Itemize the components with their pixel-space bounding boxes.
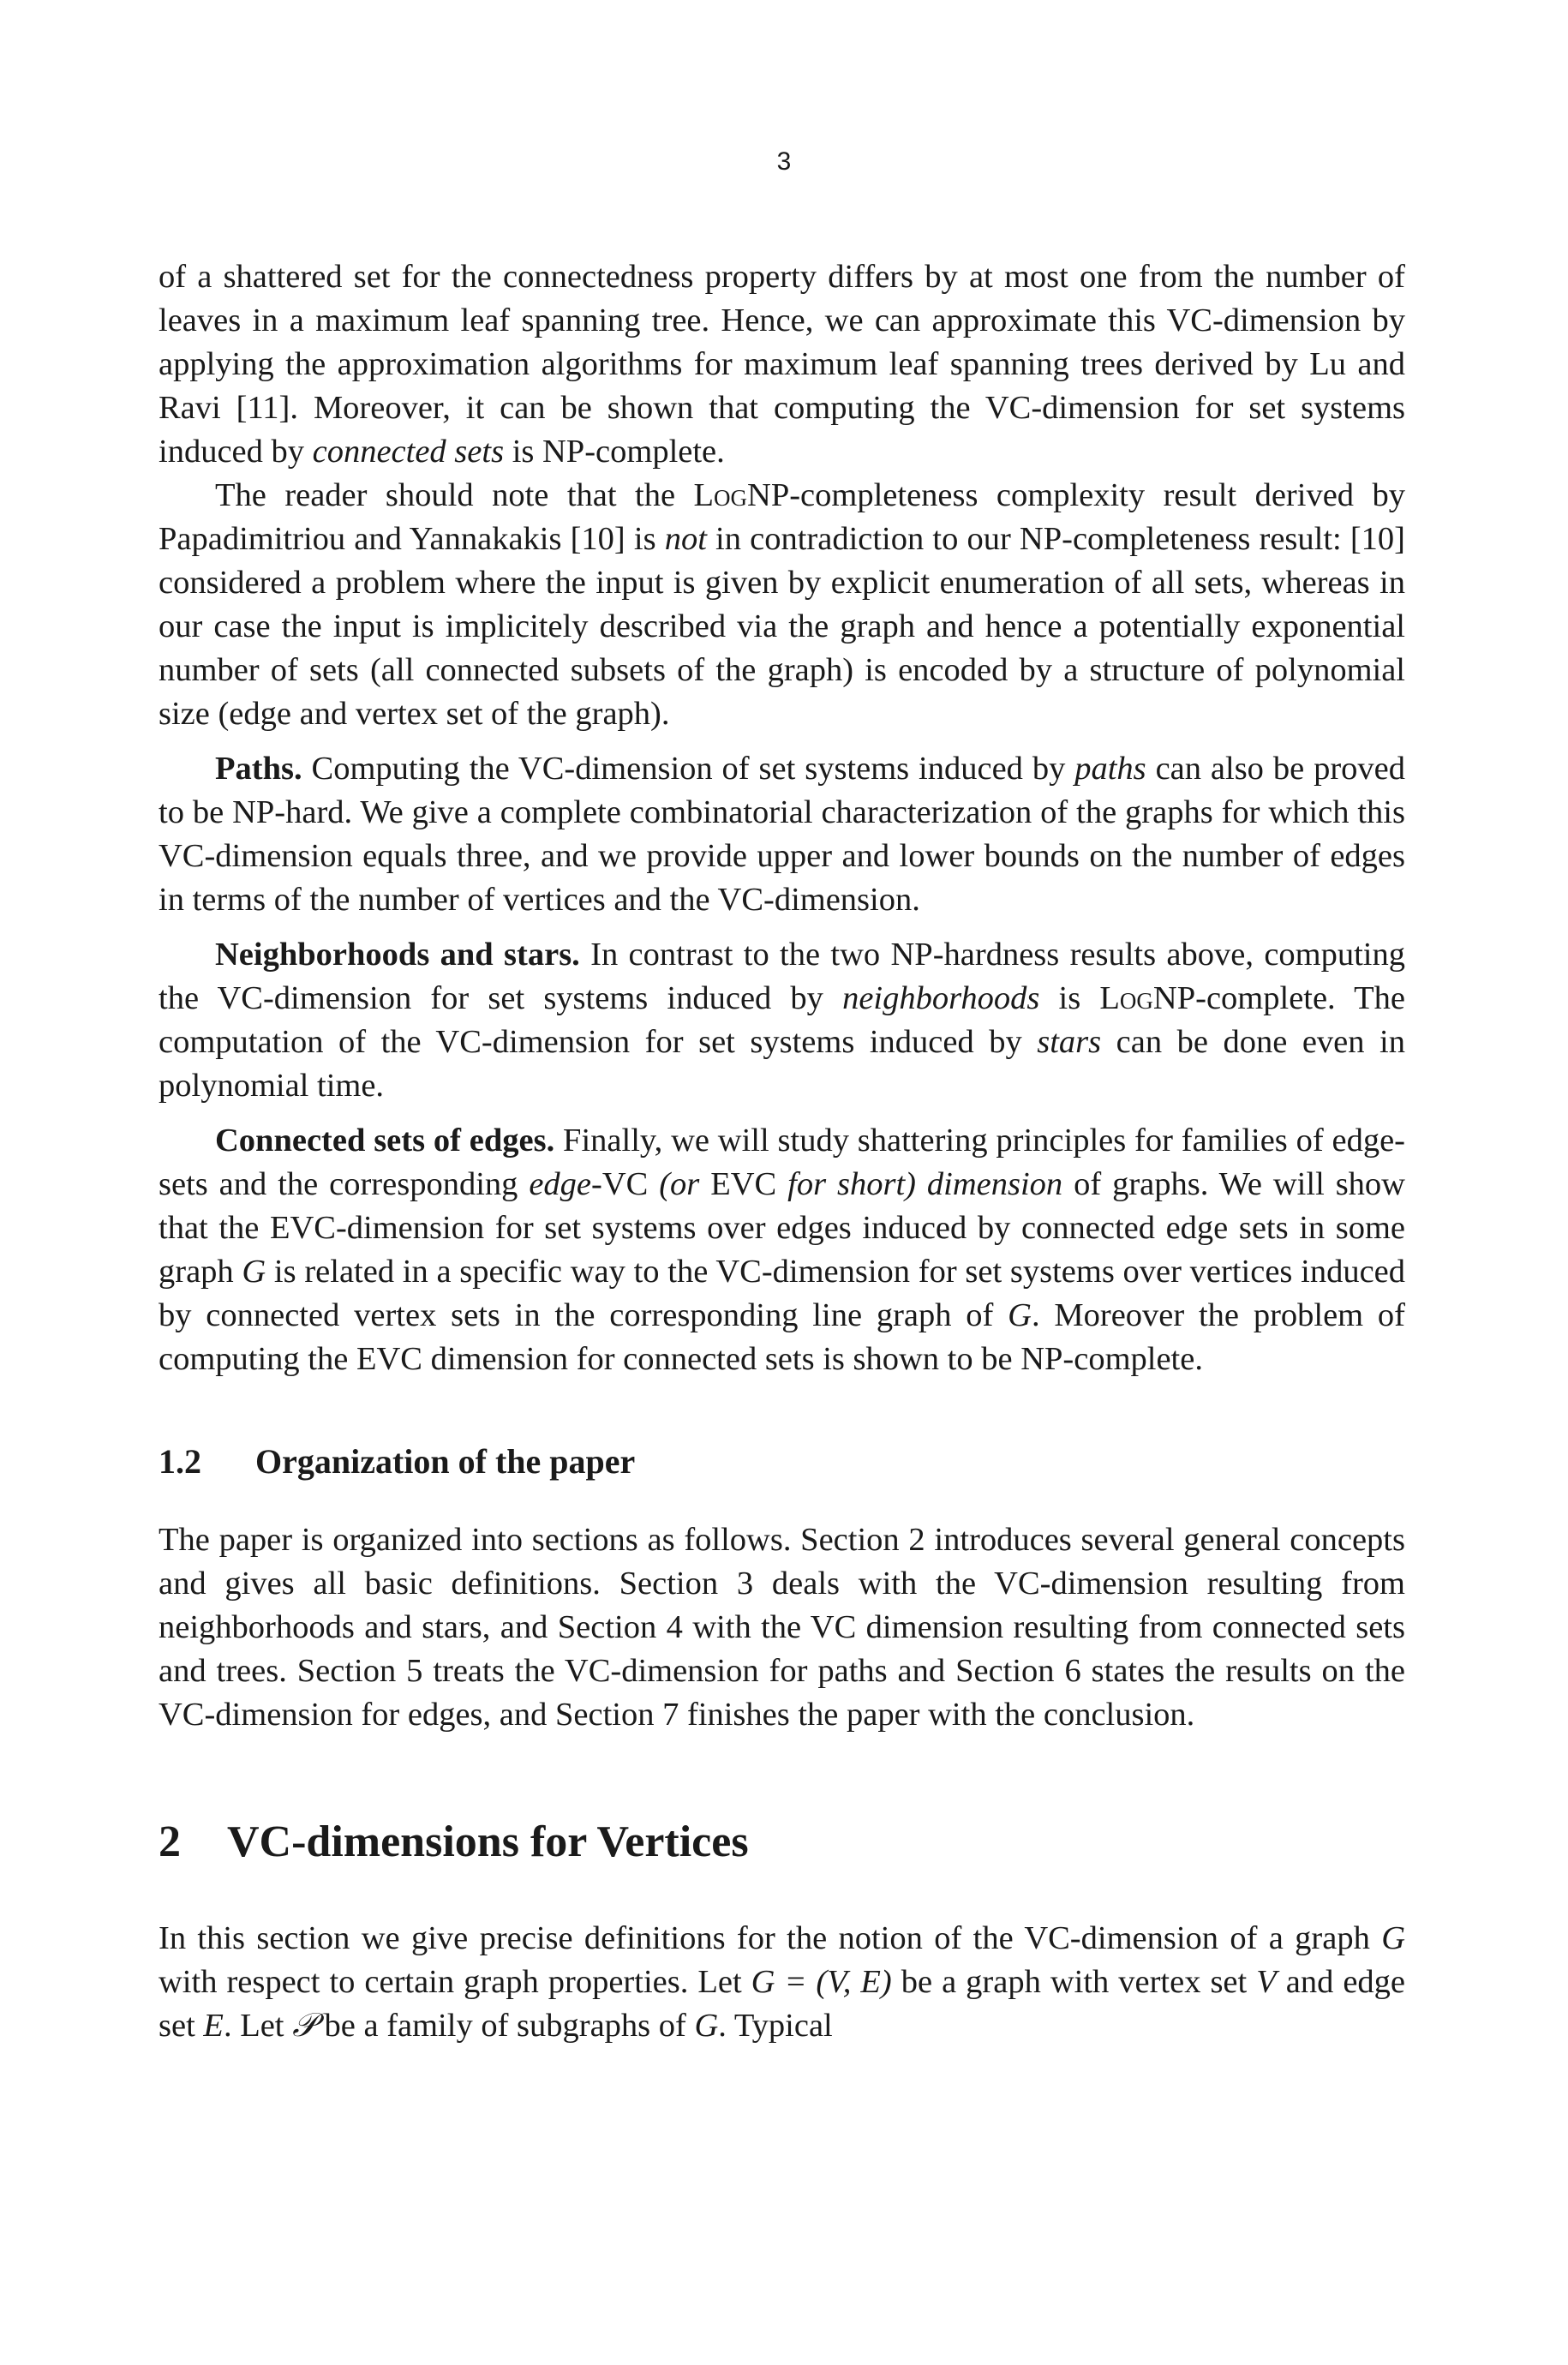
emphasis: connected sets [312,434,505,470]
text-run: is related in a specific way to the VC-dimension for set systems over vertices induced by connected vertex sets in the corresponding line graph of [159,1254,1405,1333]
paragraph-neighborhoods [159,933,1405,1108]
emphasis: for short) dimension [776,1166,1063,1202]
text-run: . Let [223,2008,293,2044]
text-run: Finally, we will study shattering principles for families of edge-sets and the corresponding [159,1123,1405,1202]
small-caps-log: Log [1099,980,1153,1016]
paragraph-connectedness [159,255,1405,474]
run-in-heading-connected-edges: Connected sets of edges. [215,1123,555,1159]
emphasis: edge- [529,1166,602,1202]
math-expression: G = (V, E) [751,1964,892,2000]
text-run: In contrast to the two NP-hardness results above, computing the VC-dimension for set systems induced by [159,937,1405,1016]
math-var: G [694,2008,719,2044]
emphasis: paths [1074,751,1146,787]
subsection-heading [159,1440,1405,1484]
text-run: NP-completeness complexity result derived by Papadimitriou and Yannakakis [10] is [159,477,1405,557]
math-var: G [1381,1920,1405,1956]
paragraph-organization: The paper is organized into sections as follows. Section 2 introduces several general concepts and gives all basic definitions. Section 3 deals with the VC-dimension resulting from neighborhoods and stars, and Section 4 with the VC dimension resulting from connected sets and trees. Section 5 treats the VC-dimension for paths and Section 6 states the results on the VC-dimension for edges, and Section 7 finishes the paper with the conclusion. [159,1522,1405,1733]
text-run: In this section we give precise definitions for the notion of the VC-dimension of a graph [159,1920,1382,1956]
text-run: Computing the VC-dimension of set systems induced by [302,751,1075,787]
page-number: 3 [776,147,792,176]
emphasis: (or [648,1166,711,1202]
emphasis: not [664,521,707,557]
text-run: of graphs. We will show that the EVC-dimension for set systems over edges induced by connected edge sets in some graph [159,1166,1405,1290]
text-run: can also be proved to be NP-hard. We give a complete combinatorial characterization of the graphs for which this VC-dimension equals three, and we provide upper and lower bounds on the number of edges in terms of the number of vertices and the VC-dimension. [159,751,1405,918]
text-run: . Moreover the problem of computing the EVC dimension for connected sets is shown to be NP-complete. [159,1297,1405,1377]
paragraph-lognp-remark [159,474,1405,736]
paragraph-section-intro [159,1917,1405,2048]
text-run: EVC [710,1166,777,1202]
math-var: E [203,2008,224,2044]
run-in-heading-paths: Paths. [215,751,302,787]
paragraph-paths [159,747,1405,922]
run-in-heading-neighborhoods: Neighborhoods and stars. [215,937,580,973]
section-heading [159,1816,1405,1869]
emphasis: stars [1037,1024,1102,1060]
math-var: V [1256,1964,1277,2000]
text-run: VC [601,1166,649,1202]
emphasis: neighborhoods [842,980,1040,1016]
section-number: 2 [159,1817,181,1866]
text-run: is NP-complete. [504,434,725,470]
subsection-number: 1.2 [159,1442,201,1481]
math-var: G [1008,1297,1032,1333]
text-run: and edge set [159,1964,1406,2044]
text-run: NP-complete. The computation of the VC-dimension for set systems induced by [159,980,1406,1060]
math-var: G [242,1254,266,1290]
text-run: is [1039,980,1100,1016]
text-run: of a shattered set for the connectedness property differs by at most one from the number of leaves in a maximum leaf spanning tree. Hence, we can approximate this VC-dimension by applying the approximation algorithms for maximum leaf spanning trees derived by Lu and Ravi [11]. Moreover, it can be shown that computing the VC-dimension for set systems induced by [159,259,1405,470]
page-body [159,255,1405,2048]
paragraph-connected-edges [159,1119,1405,1381]
text-run: The reader should note that the [215,477,694,513]
subsection-title: Organization of the paper [255,1442,636,1481]
text-run: . Typical [718,2008,833,2044]
small-caps-log: Log [693,477,748,513]
text-run: be a graph with vertex set [891,1964,1257,2000]
text-run: can be done even in polynomial time. [159,1024,1405,1104]
math-var: 𝒫 [292,2008,316,2044]
text-run: be a family of subgraphs of [315,2008,695,2044]
text-run: in contradiction to our NP-completeness result: [10] considered a problem where the input is given by explicit enumeration of all sets, whereas in our case the input is implicitely described via the graph and hence a potentially exponential number of sets (all connected subsets of the graph) is encoded by a structure of polynomial size (edge and vertex set of the graph). [159,521,1406,732]
text-run: with respect to certain graph properties. Let [159,1964,751,2000]
section-title: VC-dimensions for Vertices [227,1817,749,1866]
